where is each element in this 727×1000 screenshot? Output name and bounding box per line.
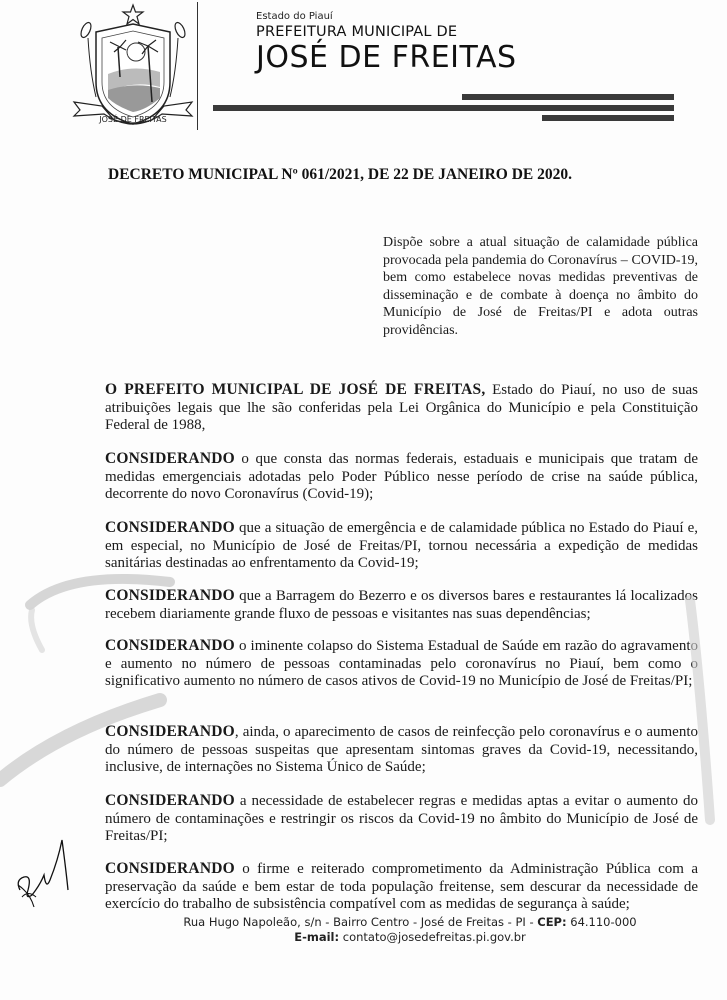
considerando-paragraph xyxy=(105,519,698,573)
considerando-paragraph xyxy=(105,637,698,691)
footer-address: Rua Hugo Napoleão, s/n - Bairro Centro - José de Freitas - PI - xyxy=(183,915,538,929)
crest-ribbon-text: JOSÉ DE FREITAS xyxy=(99,115,167,124)
signature-icon xyxy=(10,835,70,910)
header-city: JOSÉ DE FREITAS xyxy=(256,40,517,75)
considerando-paragraph xyxy=(105,587,698,623)
considerando-paragraph xyxy=(105,723,698,777)
considerando-paragraph xyxy=(105,792,698,846)
paragraph-lead: CONSIDERANDO xyxy=(105,723,235,740)
paragraph-text: Estado do Piauí, no uso de suas atribuições legais que lhe são conferidas pela Lei Orgânica do Município e pela Constituição Federal de 1988, xyxy=(105,382,698,434)
paragraph-lead: CONSIDERANDO xyxy=(105,587,235,604)
considerando-paragraph xyxy=(105,450,698,504)
footer-address-line xyxy=(150,915,670,930)
paragraph-lead: O PREFEITO MUNICIPAL DE JOSÉ DE FREITAS, xyxy=(105,381,486,398)
preamble-paragraph xyxy=(105,381,698,435)
paragraph-text: que a situação de emergência e de calamidade pública no Estado do Piauí e, em especial, no Município de José de Freitas/PI, tornou necessária a expedição de medidas sanitárias destinadas ao enfrentamento da Covid-19; xyxy=(105,520,698,572)
paragraph-lead: CONSIDERANDO xyxy=(105,792,235,809)
considerando-paragraph xyxy=(105,860,698,914)
decree-summary: Dispõe sobre a atual situação de calamidade pública provocada pela pandemia do Coronavírus – COVID-19, bem como estabelece novas medidas preventivas de disseminação e de combate à doença no âmbito do Município de José de Freitas/PI e adota outras providências. xyxy=(383,235,698,338)
header-state: Estado do Piauí xyxy=(256,11,333,22)
coat-of-arms-icon xyxy=(66,2,200,130)
paragraph-text: , ainda, o aparecimento de casos de reinfecção pelo coronavírus e o aumento do número de pessoas suspeitas que apresentam sintomas graves da Covid-19, necessitando, inclusive, de internações no Sistema Único de Saúde; xyxy=(105,724,698,776)
header-divider xyxy=(197,2,198,130)
decree-title: DECRETO MUNICIPAL Nº 061/2021, DE 22 DE JANEIRO DE 2020. xyxy=(108,166,572,183)
footer-contact xyxy=(150,915,670,945)
footer-email-label: E-mail: xyxy=(294,930,340,944)
paragraph-text: a necessidade de estabelecer regras e medidas aptas a evitar o aumento do número de contaminações e restringir os riscos da Covid-19 no âmbito do Município de José de Freitas/PI; xyxy=(105,793,698,845)
footer-cep-label: CEP: xyxy=(537,915,567,929)
footer-email-value[interactable]: contato@josedefreitas.pi.gov.br xyxy=(339,930,526,944)
paragraph-text: que a Barragem do Bezerro e os diversos bares e restaurantes lá localizados recebem diariamente grande fluxo de pessoas e visitantes nas suas dependências; xyxy=(105,588,698,622)
paragraph-text: o firme e reiterado comprometimento da Administração Pública com a preservação da saúde e bem estar de toda população freitense, sem descurar da necessidade de exercício do trabalho de subsistência compatível com as medidas de segurança à saúde; xyxy=(105,861,698,913)
header-bar xyxy=(213,105,674,111)
footer-cep-value: 64.110-000 xyxy=(566,915,637,929)
header-prefecture: PREFEITURA MUNICIPAL DE xyxy=(256,24,458,40)
header-bar xyxy=(462,94,674,100)
footer-email-line xyxy=(150,930,670,945)
paragraph-text: o iminente colapso do Sistema Estadual de Saúde em razão do agravamento e aumento no número de pessoas contaminadas pelo coronavírus no Piauí, bem como o significativo aumento no número de casos ativos de Covid-19 no Município de José de Freitas/PI; xyxy=(105,638,698,690)
header-bar xyxy=(542,115,674,121)
paragraph-lead: CONSIDERANDO xyxy=(105,450,235,467)
paragraph-text: o que consta das normas federais, estaduais e municipais que tratam de medidas emergenciais adotadas pelo Poder Público nesse período de crise na saúde pública, decorrente do novo Coronavírus (Covid-19); xyxy=(105,451,698,503)
paragraph-lead: CONSIDERANDO xyxy=(105,637,235,654)
paragraph-lead: CONSIDERANDO xyxy=(105,519,235,536)
paragraph-lead: CONSIDERANDO xyxy=(105,860,235,877)
